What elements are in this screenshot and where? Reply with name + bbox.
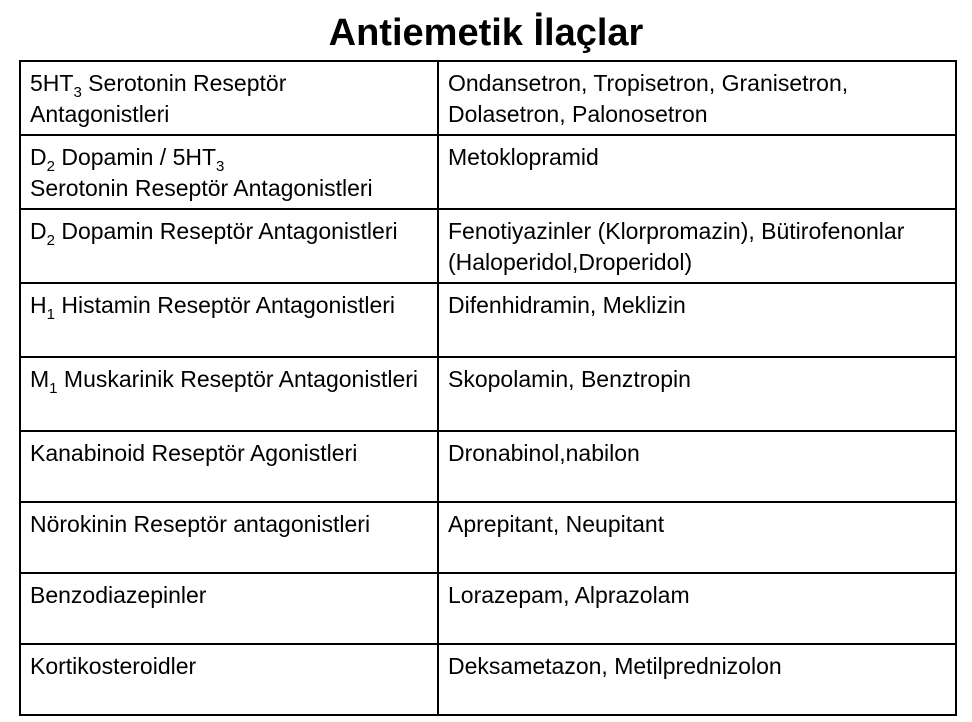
drug-list-cell: Ondansetron, Tropisetron, Granisetron, Dolasetron, Palonosetron (438, 61, 956, 135)
table-row (20, 61, 956, 135)
drug-class-cell (20, 135, 438, 209)
drug-class-cell (20, 61, 438, 135)
drug-class-cell: Benzodiazepinler (20, 573, 438, 644)
drug-list-cell: Fenotiyazinler (Klorpromazin), Bütirofenonlar (Haloperidol,Droperidol) (438, 209, 956, 283)
table-row (20, 209, 956, 283)
drug-class-cell: Kortikosteroidler (20, 644, 438, 715)
class-prefix: M (30, 366, 50, 392)
table-row (20, 283, 956, 357)
class-name: Serotonin Reseptör Antagonistleri (30, 70, 287, 127)
drug-class-cell (20, 357, 438, 431)
class-name: Dopamin Reseptör Antagonistleri (54, 218, 398, 244)
table-row (20, 431, 956, 502)
drug-class-cell (20, 209, 438, 283)
class-name: Muskarinik Reseptör Antagonistleri (57, 366, 419, 392)
class-mid: Dopamin / 5HT (54, 144, 217, 170)
table-row (20, 644, 956, 715)
table-row (20, 357, 956, 431)
class-subscript: 1 (49, 380, 58, 397)
class-subscript: 2 (46, 232, 55, 249)
table-row (20, 573, 956, 644)
drug-list-cell: Lorazepam, Alprazolam (438, 573, 956, 644)
class-subscript: 2 (46, 158, 55, 175)
class-subscript: 3 (73, 84, 82, 101)
drug-list-cell: Metoklopramid (438, 135, 956, 209)
class-name: Histamin Reseptör Antagonistleri (54, 292, 396, 318)
antiemetic-drug-table (19, 60, 957, 716)
drug-class-cell (20, 283, 438, 357)
drug-list-cell: Dronabinol,nabilon (438, 431, 956, 502)
drug-list-cell: Skopolamin, Benztropin (438, 357, 956, 431)
class-prefix: 5HT (30, 70, 74, 96)
drug-class-cell: Nörokinin Reseptör antagonistleri (20, 502, 438, 573)
table-row (20, 135, 956, 209)
page-title: Antiemetik İlaçlar (328, 12, 644, 54)
class-name: Serotonin Reseptör Antagonistleri (30, 175, 373, 201)
drug-class-cell: Kanabinoid Reseptör Agonistleri (20, 431, 438, 502)
class-prefix: D (30, 144, 47, 170)
class-subscript: 3 (216, 158, 225, 175)
class-prefix: H (30, 292, 47, 318)
drug-list-cell: Deksametazon, Metilprednizolon (438, 644, 956, 715)
class-subscript: 1 (46, 306, 55, 323)
table-row (20, 502, 956, 573)
drug-list-cell: Aprepitant, Neupitant (438, 502, 956, 573)
class-prefix: D (30, 218, 47, 244)
drug-list-cell: Difenhidramin, Meklizin (438, 283, 956, 357)
